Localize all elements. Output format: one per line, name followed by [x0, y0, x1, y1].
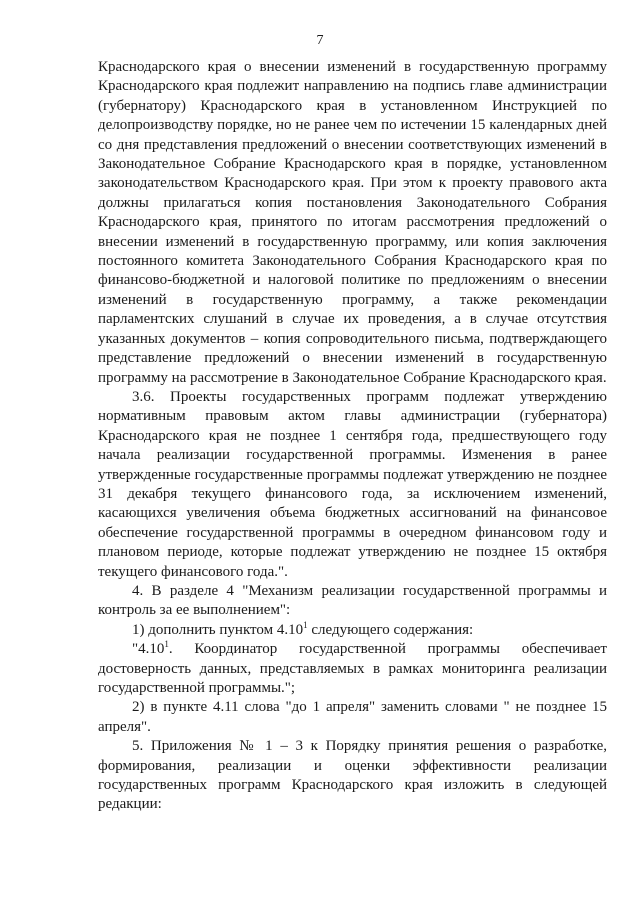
clause-4-10-1-text: . Координатор государственной программы обеспечивает достоверность данных, представляемых в рамках мониторинга реализации государственной программы.";	[98, 641, 607, 696]
paragraph-continuation: Краснодарского края о внесении изменений в государственную программу Краснодарского края подлежит направлению на подпись главе администрации (губернатору) Краснодарского края в установленном Инструкцией по делопроизводству порядке, но не ранее чем по истечении 15 календарных дней со дня представления предложений о внесении соответствующих изменений в Законодательное Собрание Краснодарского края в порядке, установленном законодательством Краснодарского края. При этом к проекту правового акта должны прилагаться копия постановления Законодательного Собрания Краснодарского края, принятого по итогам рассмотрения предложений о внесении изменений в государственную программу, или копия заключения постоянного комитета Законодательного Собрания Краснодарского края по финансово-бюджетной и налоговой политике по предложениям о внесении изменений в государственную программу, а также рекомендации парламентских слушаний в случае их проведения, а в случае отсутствия указанных документов – копия сопроводительного письма, подтверждающего представление предложений о внесении изменений в государственную программу на рассмотрение в Законодательное Собрание Краснодарского края.	[98, 59, 607, 386]
paragraph-4: 4. В разделе 4 "Механизм реализации государственной программы и контроль за ее выполнением":	[98, 582, 607, 619]
page-number: 7	[316, 33, 324, 48]
document-body	[98, 58, 607, 815]
paragraph-3-6: 3.6. Проекты государственных программ подлежат утверждению нормативным правовым актом главы администрации (губернатора) Краснодарского края не позднее 1 сентября года, предшествующего году начала реализации государственной программы. Изменения в ранее утвержденные государственные программы подлежат утверждению не позднее 31 декабря текущего финансового года, за исключением изменений, касающихся увеличения объема бюджетных ассигнований на финансовое обеспечение государственной программы в очередном финансовом году и плановом периоде, которые подлежат утверждению не позднее 15 октября текущего финансового года.".	[98, 388, 607, 580]
item-1-text: 1) дополнить пунктом 4.10	[132, 621, 304, 638]
item-1-text-tail: следующего содержания:	[307, 621, 474, 638]
paragraph-4-item-1	[98, 621, 607, 640]
paragraph-4-10-1	[98, 640, 607, 698]
paragraph-5: 5. Приложения № 1 – 3 к Порядку принятия решения о разработке, формирования, реализации и оценки эффективности реализации государственных программ Краснодарского края изложить в следующей редакции:	[98, 738, 607, 813]
item-1-superscript: 1	[303, 619, 308, 630]
clause-4-10-1-number: "4.10	[132, 641, 165, 658]
clause-superscript: 1	[164, 639, 169, 650]
paragraph-4-item-2: 2) в пункте 4.11 слова "до 1 апреля" заменить словами " не позднее 15 апреля".	[98, 699, 607, 735]
